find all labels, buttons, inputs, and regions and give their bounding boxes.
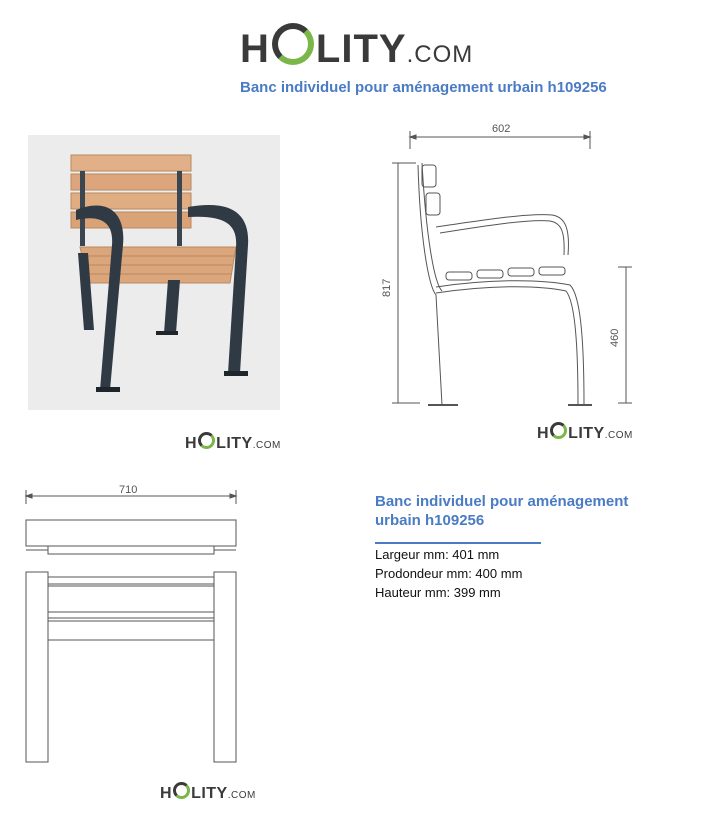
- logo-text-post: LITY: [568, 425, 605, 442]
- brand-logo-small-photo: [185, 431, 281, 453]
- logo-text-pre: H: [240, 27, 270, 71]
- side-seat-height-label: 460: [609, 328, 621, 347]
- logo-text-pre: H: [185, 435, 198, 452]
- spec-line-width: Largeur mm: 401 mm: [375, 547, 500, 562]
- logo-domain: .COM: [406, 41, 474, 68]
- logo-text-post: LITY: [216, 435, 253, 452]
- logo-domain: .COM: [604, 430, 633, 441]
- logo-domain: .COM: [227, 790, 256, 801]
- logo-ring-icon: [272, 23, 314, 65]
- logo-text-pre: H: [160, 785, 173, 802]
- logo-ring-icon: [198, 432, 215, 449]
- product-photo: [28, 135, 280, 410]
- logo-text-pre: H: [537, 425, 550, 442]
- logo-domain: .COM: [252, 440, 281, 451]
- chair-photo-illustration: [28, 135, 280, 410]
- side-view-drawing: [370, 115, 670, 415]
- brand-logo-small-side: [537, 421, 633, 443]
- front-width-label: 710: [119, 484, 138, 496]
- spec-title: Banc individuel pour aménagement urbain h109256: [375, 493, 629, 529]
- logo-ring-icon: [550, 422, 567, 439]
- logo-text-post: LITY: [315, 27, 407, 71]
- front-view-drawing: [18, 480, 248, 770]
- page-title: Banc individuel pour aménagement urbain h109256: [240, 79, 607, 96]
- spec-line-depth: Prodondeur mm: 400 mm: [375, 566, 523, 581]
- spec-line-height: Hauteur mm: 399 mm: [375, 585, 501, 600]
- logo-ring-icon: [173, 782, 190, 799]
- brand-logo: [240, 20, 473, 72]
- side-height-label: 817: [381, 278, 393, 297]
- side-width-label: 602: [492, 123, 511, 135]
- logo-text-post: LITY: [191, 785, 228, 802]
- brand-logo-small-front: [160, 781, 256, 803]
- spec-divider: [375, 542, 541, 544]
